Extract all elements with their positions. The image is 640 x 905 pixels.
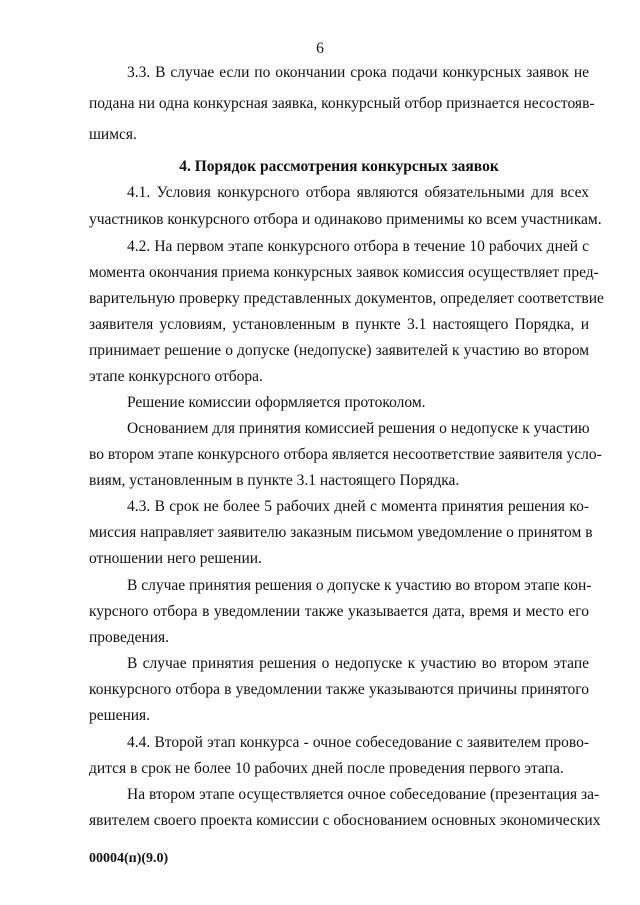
paragraph-line: заявителя условиям, установленным в пункте 3.1 настоящего Порядка, и <box>89 316 589 333</box>
page-number: 6 <box>316 40 324 57</box>
paragraph-line: принимает решение о допуске (недопуске) заявителей к участию во втором <box>89 342 589 359</box>
paragraph-line: Решение комиссии оформляется протоколом. <box>127 394 426 411</box>
paragraph-line: виям, установленным в пункте 3.1 настоящего Порядка. <box>89 472 460 489</box>
paragraph-line: 4.3. В срок не более 5 рабочих дней с момента принятия решения ко- <box>127 498 589 515</box>
paragraph-line: проведения. <box>89 629 170 646</box>
paragraph-line: 4.2. На первом этапе конкурсного отбора в течение 10 рабочих дней с <box>127 238 589 255</box>
paragraph-line: 3.3. В случае если по окончании срока подачи конкурсных заявок не <box>127 64 589 81</box>
paragraph-line: На втором этапе осуществляется очное собеседование (презентация за- <box>127 786 600 803</box>
paragraph-line: конкурсного отбора в уведомлении также указываются причины принятого <box>89 681 589 698</box>
paragraph-line: варительную проверку представленных документов, определяет соответствие <box>89 290 604 307</box>
paragraph-line: явителем своего проекта комиссии с обоснованием основных экономических <box>89 812 601 829</box>
paragraph-line: участников конкурсного отбора и одинаково применимы ко всем участникам. <box>89 211 602 228</box>
paragraph-line: решения. <box>89 707 151 724</box>
paragraph-line: момента окончания приема конкурсных заявок комиссия осуществляет пред- <box>89 264 599 281</box>
paragraph-line: 4.1. Условия конкурсного отбора являются обязательными для всех <box>127 184 589 201</box>
paragraph-line: 4.4. Второй этап конкурса - очное собеседование с заявителем прово- <box>127 734 589 751</box>
paragraph-line: дится в срок не более 10 рабочих дней после проведения первого этапа. <box>89 760 564 777</box>
paragraph-line: В случае принятия решения о допуске к участию во втором этапе кон- <box>127 577 592 594</box>
paragraph-line: во втором этапе конкурсного отбора является несоответствие заявителя усло- <box>89 446 602 463</box>
paragraph-line: этапе конкурсного отбора. <box>89 368 263 385</box>
footer-document-code: 00004(п)(9.0) <box>89 851 169 866</box>
paragraph-line: Основанием для принятия комиссией решения о недопуске к участию <box>127 420 590 437</box>
paragraph-line: подана ни одна конкурсная заявка, конкурсный отбор признается несостояв- <box>89 95 595 112</box>
paragraph-line: отношении него решении. <box>89 550 262 567</box>
paragraph-line: миссия направляет заявителю заказным письмом уведомление о принятом в <box>89 524 593 541</box>
paragraph-line: В случае принятия решения о недопуске к участию во втором этапе <box>127 655 589 672</box>
section-heading: 4. Порядок рассмотрения конкурсных заявок <box>179 158 499 175</box>
paragraph-line: шимся. <box>89 126 137 143</box>
paragraph-line: курсного отбора в уведомлении также указывается дата, время и место его <box>89 603 589 620</box>
